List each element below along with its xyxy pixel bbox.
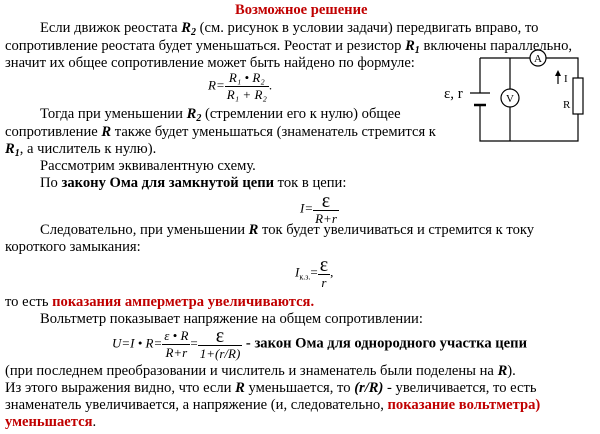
p1-line2: сопротивление реостата будет уменьшаться. Реостат и резистор $R_1$ включены параллельно,	[5, 38, 573, 56]
p5-line1: (при последнем преобразовании и числитель и знаменатель были поделены на R).	[5, 363, 516, 379]
equivalent-circuit-diagram	[440, 48, 590, 150]
p4-line1: то есть показания амперметра увеличиваются.	[5, 294, 315, 310]
p5-line2: Из этого выражения видно, что если R уменьшается, то (r/R) - увеличивается, то есть	[5, 380, 537, 396]
ammeter-label: A	[534, 53, 542, 65]
resistor-label: R	[563, 99, 571, 111]
p1-line3: значит их общее сопротивление может быть найдено по формуле:	[5, 55, 415, 71]
p2-line4: Рассмотрим эквивалентную схему.	[40, 158, 256, 174]
p2-line2: сопротивление R также будет уменьшаться (знаменатель стремится к	[5, 124, 436, 140]
current-label: I	[564, 73, 568, 85]
p2-line3: $R_1$, а числитель к нулю).	[5, 141, 157, 159]
resistor-symbol	[573, 78, 583, 114]
formula-voltage: U=I • R= $\frac{\varepsilon • R}{R+r}$ = $\frac{\varepsilon}{1+(r/R)}$ - закон Ома для однородного участка цепи	[112, 325, 527, 361]
p5-line3: знаменатель увеличивается, а напряжение (и, следовательно, показание вольтметра)	[5, 397, 541, 413]
voltmeter-label: V	[506, 93, 514, 105]
p4-line2: Вольтметр показывает напряжение на общем сопротивлении:	[40, 311, 423, 327]
page-title: Возможное решение	[235, 2, 368, 18]
p2-line1: Тогда при уменьшении $R_2$ (стремлении его к нулю) общее	[40, 106, 401, 124]
source-label: ε, r	[444, 86, 463, 102]
formula-parallel-resistance: R= $\frac{\text{R₁ • R₂}}{\text{R₁ + R₂}}$ .	[208, 70, 273, 102]
formula-short-circuit-current: $I_{к.з.}=$ $\frac{\varepsilon}{r}$ ,	[295, 254, 334, 290]
p3-line1: Следовательно, при уменьшении R ток будет увеличиваться и стремится к току	[40, 222, 535, 238]
p3-line2: короткого замыкания:	[5, 239, 141, 255]
current-arrow-head	[555, 70, 561, 76]
p2-line5: По закону Ома для замкнутой цепи ток в цепи:	[40, 175, 347, 191]
p1-line1: Если движок реостата $R_2$ (см. рисунок в условии задачи) передвигать вправо, то	[40, 20, 539, 38]
p5-line4: уменьшается.	[5, 414, 97, 430]
formula-ohm-closed-circuit: I= $\frac{\varepsilon}{R+r}$	[300, 190, 337, 226]
